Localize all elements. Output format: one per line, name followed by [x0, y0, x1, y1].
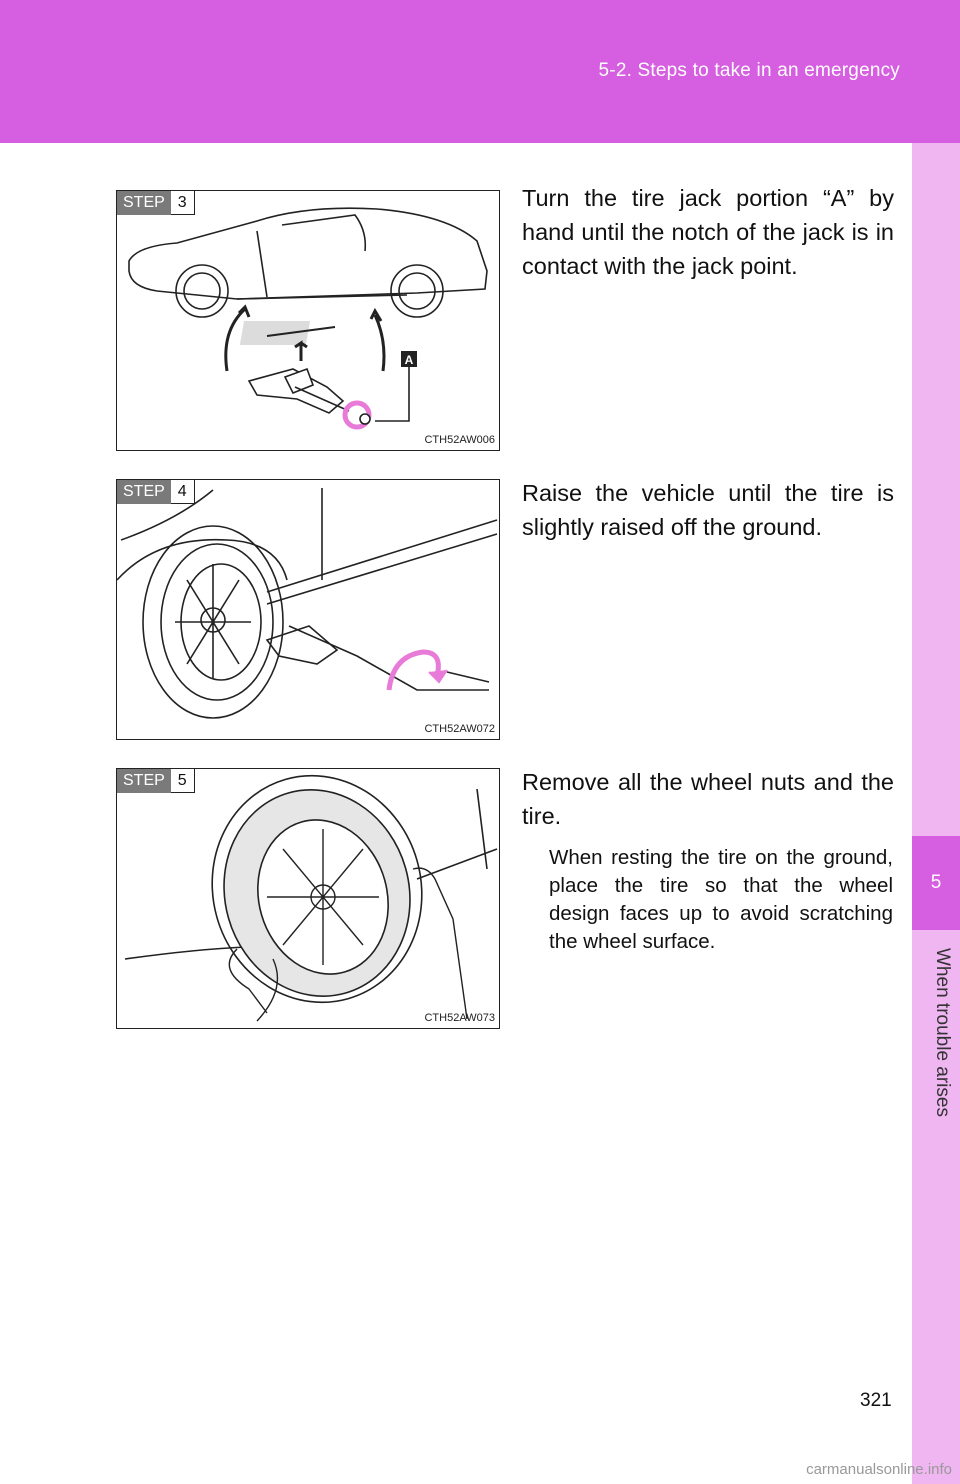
- remove-tire-illustration: [117, 769, 500, 1029]
- step-5-note: When resting the tire on the ground, place the tire so that the wheel design faces up to avoid scratching the wheel surface.: [549, 846, 893, 953]
- callout-a: A: [404, 353, 414, 367]
- figure-step-5: [116, 768, 500, 1029]
- page-number: 321: [860, 1390, 892, 1411]
- chapter-side-tab: [912, 143, 960, 1484]
- raise-vehicle-illustration: [117, 480, 500, 740]
- figure-step-3: [116, 190, 500, 451]
- figure-code: CTH52AW006: [424, 434, 495, 446]
- step-badge: STEP 3: [117, 191, 195, 215]
- figure-code: CTH52AW073: [424, 1012, 495, 1024]
- step-badge: STEP 4: [117, 480, 195, 504]
- chapter-number: 5: [912, 836, 960, 930]
- chapter-title: When trouble arises: [932, 948, 953, 1117]
- step-3-text: Turn the tire jack portion “A” by hand until the notch of the jack is in contact with the jack point.: [522, 185, 894, 279]
- figure-step-4: [116, 479, 500, 740]
- section-title: 5-2. Steps to take in an emergency: [598, 60, 900, 81]
- footer-watermark: carmanualsonline.info: [806, 1461, 952, 1478]
- car-jack-illustration: [117, 191, 500, 451]
- figure-code: CTH52AW072: [424, 723, 495, 735]
- step-4-text: Raise the vehicle until the tire is slightly raised off the ground.: [522, 480, 894, 540]
- step-5-text: Remove all the wheel nuts and the tire.: [522, 769, 894, 829]
- page-header: [0, 0, 960, 143]
- step-badge: STEP 5: [117, 769, 195, 793]
